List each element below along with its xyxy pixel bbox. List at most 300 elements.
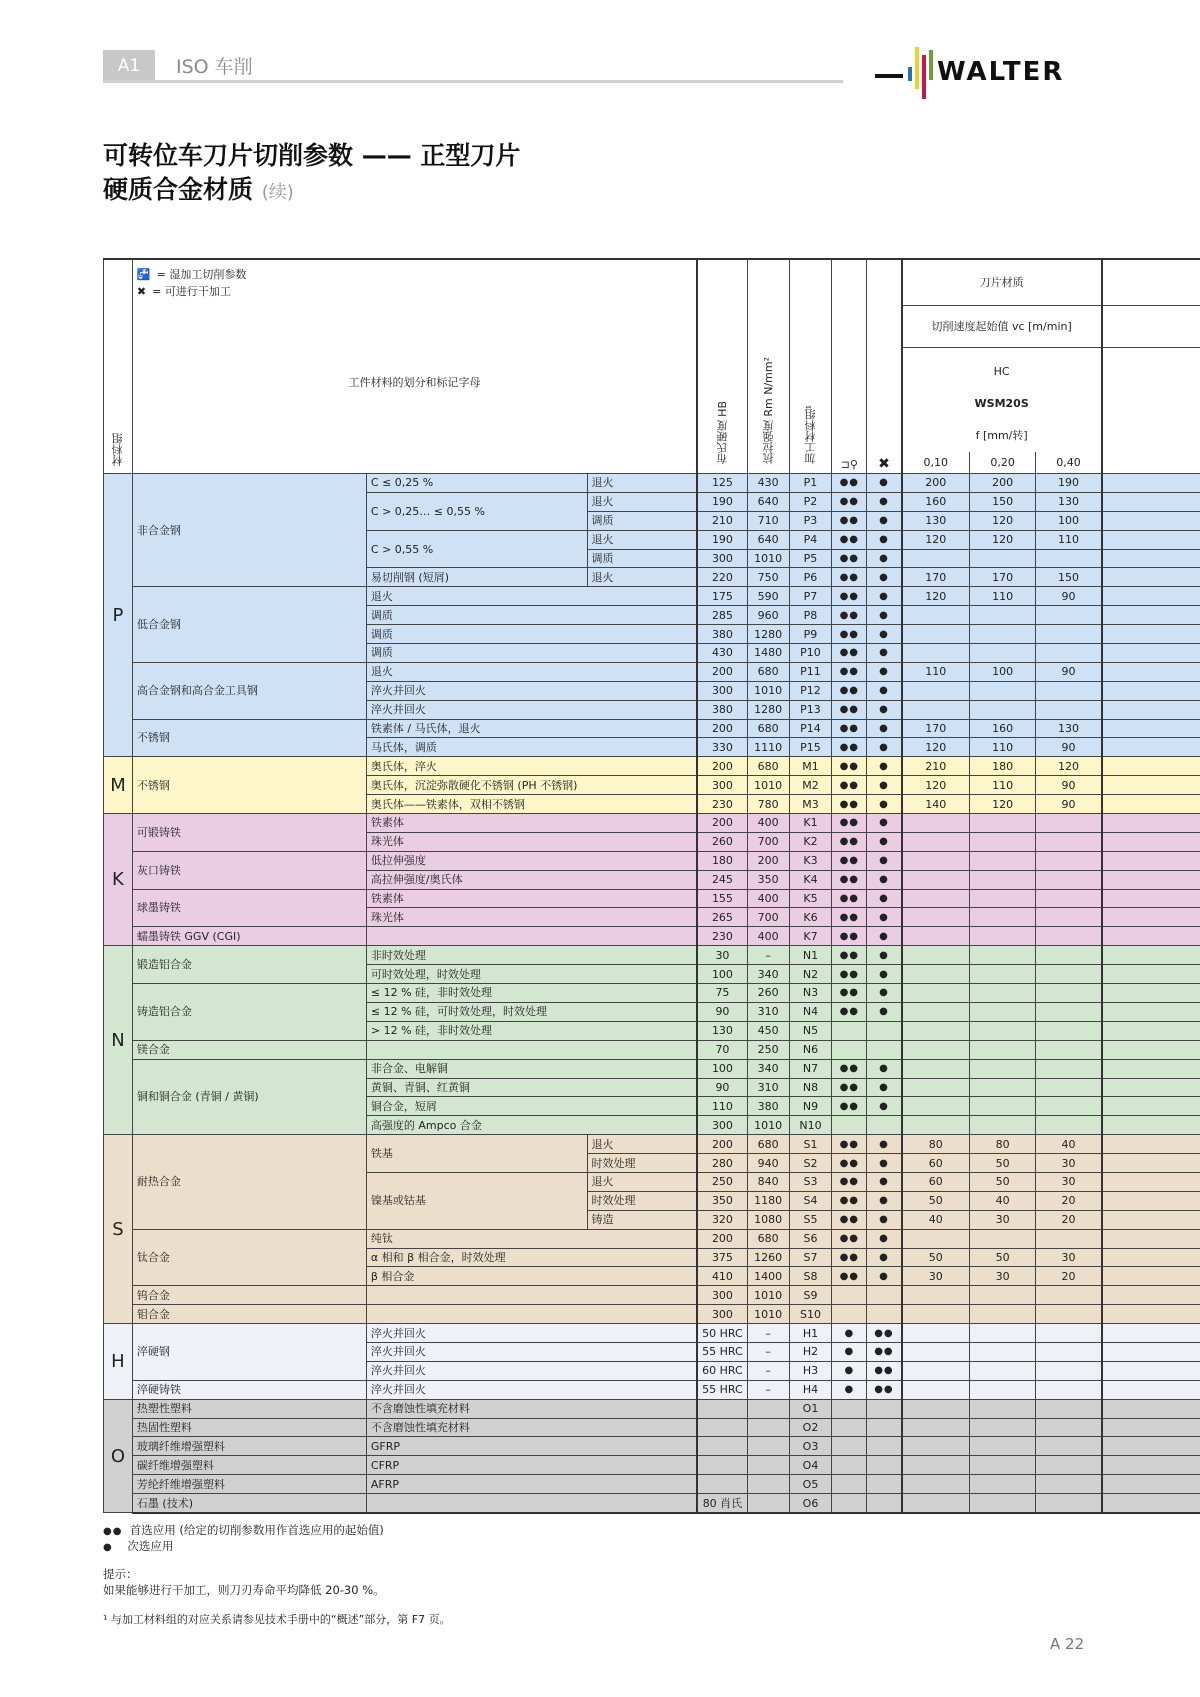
machining-group: N4 xyxy=(789,1002,832,1021)
empty-cell xyxy=(1102,1437,1200,1456)
empty-cell xyxy=(1102,511,1200,530)
vc-f040: 120 xyxy=(1036,757,1102,776)
vc-f020: 120 xyxy=(969,530,1036,549)
tensile-strength: 340 xyxy=(747,1059,789,1078)
empty-cell xyxy=(1102,1305,1200,1324)
brinell-header: 布氏硬度 HB xyxy=(697,259,747,474)
brinell-hardness: 430 xyxy=(697,644,747,663)
vc-f040 xyxy=(1036,1380,1102,1399)
vc-f010: 140 xyxy=(902,795,970,814)
tensile-strength: 640 xyxy=(747,530,789,549)
dry-rating xyxy=(867,1305,902,1324)
dry-rating: ● xyxy=(867,814,902,833)
machining-group: N1 xyxy=(789,946,832,965)
vc-f010 xyxy=(902,644,970,663)
material-description: ≤ 12 % 硅，非时效处理 xyxy=(366,984,697,1003)
dry-rating xyxy=(867,1399,902,1418)
material-condition: 时效处理 xyxy=(587,1191,697,1210)
dry-rating: ● xyxy=(867,1059,902,1078)
tensile-strength: 1480 xyxy=(747,644,789,663)
vc-f020 xyxy=(969,1116,1036,1135)
vc-f040: 100 xyxy=(1036,511,1102,530)
wet-rating: ●● xyxy=(832,965,867,984)
vc-f040 xyxy=(1036,1305,1102,1324)
vc-f020: 50 xyxy=(969,1172,1036,1191)
brinell-hardness: 245 xyxy=(697,870,747,889)
vc-f010 xyxy=(902,1059,970,1078)
brinell-hardness: 200 xyxy=(697,1135,747,1154)
table-row xyxy=(104,1418,1200,1437)
vc-f040 xyxy=(1036,1286,1102,1305)
machining-group: M1 xyxy=(789,757,832,776)
machining-group: M2 xyxy=(789,776,832,795)
empty-cell xyxy=(1102,776,1200,795)
empty-cell xyxy=(1102,625,1200,644)
vc-f020 xyxy=(969,606,1036,625)
dry-header xyxy=(867,259,902,474)
continued-label: (续) xyxy=(261,182,294,203)
wet-rating: ●● xyxy=(832,1248,867,1267)
machining-group: P15 xyxy=(789,738,832,757)
vc-f040: 30 xyxy=(1036,1154,1102,1173)
vc-f010 xyxy=(902,549,970,568)
vc-f020 xyxy=(969,1059,1036,1078)
vc-f020: 120 xyxy=(969,795,1036,814)
wet-rating: ●● xyxy=(832,625,867,644)
tensile-strength: 940 xyxy=(747,1154,789,1173)
brinell-hardness: 330 xyxy=(697,738,747,757)
brinell-hardness: 300 xyxy=(697,681,747,700)
empty-cell xyxy=(1102,492,1200,511)
vc-f020 xyxy=(969,984,1036,1003)
brinell-hardness: 380 xyxy=(697,625,747,644)
wet-rating: ●● xyxy=(832,1229,867,1248)
empty-cell xyxy=(1102,757,1200,776)
machining-group: P14 xyxy=(789,719,832,738)
material-description: 淬火并回火 xyxy=(366,1380,697,1399)
empty-cell xyxy=(1102,1097,1200,1116)
vc-f010 xyxy=(902,1002,970,1021)
brinell-hardness: 190 xyxy=(697,492,747,511)
vc-f020 xyxy=(969,1002,1036,1021)
empty-cell xyxy=(1102,662,1200,681)
brinell-hardness: 55 HRC xyxy=(697,1380,747,1399)
wet-rating: ●● xyxy=(832,1191,867,1210)
vc-f020 xyxy=(969,927,1036,946)
subgroup-name: 镁合金 xyxy=(132,1040,366,1059)
workpiece-label: 工件材料的划分和标记字母 xyxy=(348,376,481,389)
feed-020: 0,20 xyxy=(969,452,1036,474)
tensile-header: 抗拉强度 Rm N/mm² xyxy=(747,259,789,474)
machining-group: N8 xyxy=(789,1078,832,1097)
table-row xyxy=(104,1475,1200,1494)
wet-rating: ●● xyxy=(832,984,867,1003)
table-row xyxy=(104,851,1200,870)
dry-rating: ●● xyxy=(867,1380,902,1399)
dry-rating xyxy=(867,1437,902,1456)
brinell-hardness: 55 HRC xyxy=(697,1342,747,1361)
wet-rating xyxy=(832,1418,867,1437)
wet-rating: ●● xyxy=(832,1135,867,1154)
dry-rating: ● xyxy=(867,492,902,511)
wet-rating: ●● xyxy=(832,492,867,511)
vc-f040 xyxy=(1036,1097,1102,1116)
subgroup-name: 耐热合金 xyxy=(132,1135,366,1229)
legend-secondary: ● 次选应用 xyxy=(103,1539,174,1553)
vc-f040 xyxy=(1036,1059,1102,1078)
dry-rating: ● xyxy=(867,795,902,814)
vc-f040: 30 xyxy=(1036,1172,1102,1191)
vc-f010 xyxy=(902,1437,970,1456)
dry-rating: ● xyxy=(867,587,902,606)
vc-f020: 170 xyxy=(969,568,1036,587)
material-description: 淬火并回火 xyxy=(366,1342,697,1361)
material-description: ≤ 12 % 硅，可时效处理，时效处理 xyxy=(366,1002,697,1021)
material-description xyxy=(366,1305,697,1324)
machining-group: K7 xyxy=(789,927,832,946)
table-row xyxy=(104,1494,1200,1513)
vc-f020: 110 xyxy=(969,738,1036,757)
empty-cell xyxy=(1102,549,1200,568)
tensile-strength: – xyxy=(747,1380,789,1399)
dry-rating: ● xyxy=(867,851,902,870)
vc-f020 xyxy=(969,1286,1036,1305)
vc-f020: 200 xyxy=(969,474,1036,493)
brinell-hardness: 200 xyxy=(697,662,747,681)
tensile-strength: 1080 xyxy=(747,1210,789,1229)
section-title: ISO 车削 xyxy=(176,56,253,78)
feed-010: 0,10 xyxy=(902,452,970,474)
material-group-letter: K xyxy=(104,814,133,946)
material-description: 黄铜、青铜、红黄铜 xyxy=(366,1078,697,1097)
vc-f010 xyxy=(902,965,970,984)
wet-rating xyxy=(832,1437,867,1456)
brinell-hardness: 70 xyxy=(697,1040,747,1059)
brinell-hardness: 350 xyxy=(697,1191,747,1210)
empty-cell xyxy=(1102,587,1200,606)
subgroup-name: 碳纤维增强塑料 xyxy=(132,1456,366,1475)
vc-f040 xyxy=(1036,870,1102,889)
material-description: 铁素体 xyxy=(366,889,697,908)
empty-cell xyxy=(1102,795,1200,814)
vc-f020 xyxy=(969,1324,1036,1343)
empty-cell xyxy=(1102,681,1200,700)
wet-rating: ●● xyxy=(832,587,867,606)
material-description: 高强度的 Ampco 合金 xyxy=(366,1116,697,1135)
vc-f010: 50 xyxy=(902,1191,970,1210)
vc-f010: 170 xyxy=(902,568,970,587)
brinell-hardness xyxy=(697,1399,747,1418)
tensile-strength: 350 xyxy=(747,870,789,889)
subgroup-name: 淬硬铸铁 xyxy=(132,1380,366,1399)
wet-rating: ●● xyxy=(832,644,867,663)
brand-text: WALTER xyxy=(937,57,1065,87)
vc-f010 xyxy=(902,1229,970,1248)
empty-cell xyxy=(1102,738,1200,757)
dry-rating: ●● xyxy=(867,1342,902,1361)
vc-f010 xyxy=(902,946,970,965)
vc-f010 xyxy=(902,908,970,927)
machining-group: N5 xyxy=(789,1021,832,1040)
wet-rating: ●● xyxy=(832,814,867,833)
machining-group-header: 加工材料组¹ xyxy=(789,259,832,474)
wet-rating xyxy=(832,1399,867,1418)
machining-group: O6 xyxy=(789,1494,832,1513)
vc-f010 xyxy=(902,1380,970,1399)
vc-f010 xyxy=(902,1078,970,1097)
vc-f040 xyxy=(1036,851,1102,870)
dry-rating: ● xyxy=(867,908,902,927)
workpiece-header xyxy=(132,259,697,474)
material-description: AFRP xyxy=(366,1475,697,1494)
vc-f020: 160 xyxy=(969,719,1036,738)
vc-f010 xyxy=(902,1116,970,1135)
vc-f040 xyxy=(1036,1078,1102,1097)
vc-f020 xyxy=(969,814,1036,833)
dry-rating: ● xyxy=(867,776,902,795)
tensile-strength: 1010 xyxy=(747,681,789,700)
tensile-strength: 450 xyxy=(747,1021,789,1040)
material-description: C > 0,55 % xyxy=(366,530,587,568)
brinell-hardness: 380 xyxy=(697,700,747,719)
dry-rating: ● xyxy=(867,1097,902,1116)
vc-f020 xyxy=(969,681,1036,700)
brinell-hardness: 100 xyxy=(697,965,747,984)
vc-f040: 130 xyxy=(1036,719,1102,738)
empty-cell xyxy=(1102,1135,1200,1154)
brinell-hardness: 190 xyxy=(697,530,747,549)
empty-cell xyxy=(1102,1399,1200,1418)
subgroup-name: 热固性塑料 xyxy=(132,1418,366,1437)
vc-f040 xyxy=(1036,549,1102,568)
vc-f010 xyxy=(902,1475,970,1494)
wet-rating: ●● xyxy=(832,1059,867,1078)
tensile-strength: 400 xyxy=(747,927,789,946)
machining-group: S5 xyxy=(789,1210,832,1229)
subgroup-name: 石墨 (技术) xyxy=(132,1494,366,1513)
wet-rating: ●● xyxy=(832,549,867,568)
table-row xyxy=(104,1286,1200,1305)
walter-logo-icon xyxy=(875,45,1105,105)
material-group-letter: O xyxy=(104,1399,133,1513)
material-group-letter: H xyxy=(104,1324,133,1400)
material-description: 调质 xyxy=(366,606,697,625)
material-description: 镍基或钴基 xyxy=(366,1172,587,1229)
brinell-hardness: 155 xyxy=(697,889,747,908)
vc-f010: 170 xyxy=(902,719,970,738)
subgroup-name: 高合金钢和高合金工具钢 xyxy=(132,662,366,719)
insert-grade-header: 刀片材质 xyxy=(902,259,1102,305)
tensile-strength: 1400 xyxy=(747,1267,789,1286)
subgroup-name: 低合金钢 xyxy=(132,587,366,663)
material-condition: 铸造 xyxy=(587,1210,697,1229)
wet-rating: ●● xyxy=(832,681,867,700)
empty-cell xyxy=(1102,1229,1200,1248)
machining-group: H4 xyxy=(789,1380,832,1399)
empty-header-cell xyxy=(1102,347,1200,474)
vc-f020 xyxy=(969,1380,1036,1399)
subgroup-name: 不锈钢 xyxy=(132,719,366,757)
brinell-hardness: 100 xyxy=(697,1059,747,1078)
dry-rating: ● xyxy=(867,927,902,946)
wet-rating: ●● xyxy=(832,474,867,493)
empty-cell xyxy=(1102,946,1200,965)
vc-f020: 110 xyxy=(969,587,1036,606)
machining-group: H1 xyxy=(789,1324,832,1343)
subgroup-name: 锻造铝合金 xyxy=(132,946,366,984)
table-row xyxy=(104,757,1200,776)
vc-f040: 90 xyxy=(1036,587,1102,606)
empty-cell xyxy=(1102,889,1200,908)
machining-group: O4 xyxy=(789,1456,832,1475)
material-condition: 时效处理 xyxy=(587,1154,697,1173)
wet-rating: ●● xyxy=(832,1078,867,1097)
tensile-strength xyxy=(747,1399,789,1418)
vc-f010 xyxy=(902,1361,970,1380)
material-condition: 退火 xyxy=(587,492,697,511)
vc-f020: 50 xyxy=(969,1154,1036,1173)
vc-f010: 130 xyxy=(902,511,970,530)
vc-f020 xyxy=(969,1305,1036,1324)
vc-f040 xyxy=(1036,889,1102,908)
empty-cell xyxy=(1102,1248,1200,1267)
material-description: 非合金、电解铜 xyxy=(366,1059,697,1078)
tensile-strength: 680 xyxy=(747,662,789,681)
vc-f010: 210 xyxy=(902,757,970,776)
empty-cell xyxy=(1102,1021,1200,1040)
empty-cell xyxy=(1102,568,1200,587)
vc-f020 xyxy=(969,700,1036,719)
wet-rating: ●● xyxy=(832,700,867,719)
brinell-hardness: 230 xyxy=(697,795,747,814)
vc-f020 xyxy=(969,1021,1036,1040)
brinell-hardness xyxy=(697,1475,747,1494)
empty-cell xyxy=(1102,1210,1200,1229)
brinell-hardness: 260 xyxy=(697,832,747,851)
material-description: 铁素体 xyxy=(366,814,697,833)
tensile-strength: 700 xyxy=(747,908,789,927)
vc-f040: 90 xyxy=(1036,795,1102,814)
material-description: > 12 % 硅，非时效处理 xyxy=(366,1021,697,1040)
tensile-strength: 1280 xyxy=(747,625,789,644)
dry-rating: ● xyxy=(867,1154,902,1173)
empty-cell xyxy=(1102,1418,1200,1437)
brinell-hardness: 300 xyxy=(697,1116,747,1135)
empty-cell xyxy=(1102,1002,1200,1021)
tensile-strength xyxy=(747,1437,789,1456)
tensile-strength: 380 xyxy=(747,1097,789,1116)
vc-f010: 120 xyxy=(902,530,970,549)
table-row xyxy=(104,984,1200,1003)
tensile-strength: 1010 xyxy=(747,1116,789,1135)
subgroup-name: 非合金钢 xyxy=(132,474,366,587)
machining-group: N7 xyxy=(789,1059,832,1078)
machining-group: P7 xyxy=(789,587,832,606)
wet-rating: ●● xyxy=(832,1097,867,1116)
wet-rating: ●● xyxy=(832,738,867,757)
material-description: 低拉伸强度 xyxy=(366,851,697,870)
material-group-letter: N xyxy=(104,946,133,1135)
brinell-hardness: 200 xyxy=(697,719,747,738)
vc-f020: 100 xyxy=(969,662,1036,681)
material-group-header: 材料组 xyxy=(104,259,133,474)
wet-rating: ●● xyxy=(832,946,867,965)
empty-cell xyxy=(1102,1494,1200,1513)
vc-f010 xyxy=(902,1097,970,1116)
material-description: 奥氏体，沉淀弥散硬化不锈钢 (PH 不锈钢) xyxy=(366,776,697,795)
empty-cell xyxy=(1102,1116,1200,1135)
subgroup-name: 淬硬钢 xyxy=(132,1324,366,1381)
material-description: 退火 xyxy=(366,587,697,606)
subgroup-name: 灰口铸铁 xyxy=(132,851,366,889)
machining-group: P4 xyxy=(789,530,832,549)
material-description: 淬火并回火 xyxy=(366,1361,697,1380)
footnote: ¹ 与加工材料组的对应关系请参见技术手册中的“概述”部分，第 F7 页。 xyxy=(103,1613,451,1626)
vc-f040 xyxy=(1036,927,1102,946)
tensile-strength: 250 xyxy=(747,1040,789,1059)
vc-f040 xyxy=(1036,984,1102,1003)
machining-group: P6 xyxy=(789,568,832,587)
wet-rating xyxy=(832,1494,867,1513)
vc-f040 xyxy=(1036,1342,1102,1361)
vc-f010: 110 xyxy=(902,662,970,681)
vc-f040 xyxy=(1036,1229,1102,1248)
dry-rating: ● xyxy=(867,625,902,644)
table-row xyxy=(104,814,1200,833)
dry-rating: ● xyxy=(867,606,902,625)
brinell-hardness xyxy=(697,1418,747,1437)
dry-rating: ● xyxy=(867,1172,902,1191)
dry-rating: ● xyxy=(867,568,902,587)
wet-rating xyxy=(832,1475,867,1494)
vc-f010 xyxy=(902,984,970,1003)
empty-cell xyxy=(1102,1342,1200,1361)
empty-cell xyxy=(1102,1191,1200,1210)
wet-rating xyxy=(832,1305,867,1324)
dry-rating: ● xyxy=(867,644,902,663)
table-row xyxy=(104,1324,1200,1343)
tensile-strength: 960 xyxy=(747,606,789,625)
material-description: β 相合金 xyxy=(366,1267,697,1286)
material-description: 调质 xyxy=(366,625,697,644)
tensile-strength: 1010 xyxy=(747,1286,789,1305)
vc-f020 xyxy=(969,1475,1036,1494)
material-condition: 退火 xyxy=(587,530,697,549)
tensile-strength xyxy=(747,1418,789,1437)
vc-f020 xyxy=(969,965,1036,984)
vc-f010 xyxy=(902,1040,970,1059)
machining-group: O3 xyxy=(789,1437,832,1456)
material-description: α 相和 β 相合金，时效处理 xyxy=(366,1248,697,1267)
table-row xyxy=(104,1456,1200,1475)
machining-group: S4 xyxy=(789,1191,832,1210)
grade-type: HC xyxy=(993,364,1010,378)
brinell-hardness xyxy=(697,1456,747,1475)
machining-group: P1 xyxy=(789,474,832,493)
material-description: GFRP xyxy=(366,1437,697,1456)
tensile-strength: 1110 xyxy=(747,738,789,757)
machining-group: K2 xyxy=(789,832,832,851)
vc-f040 xyxy=(1036,1002,1102,1021)
table-row xyxy=(104,662,1200,681)
vc-f010: 120 xyxy=(902,587,970,606)
vc-f040 xyxy=(1036,1021,1102,1040)
wet-rating: ●● xyxy=(832,757,867,776)
wet-rating: ●● xyxy=(832,719,867,738)
wet-rating xyxy=(832,1040,867,1059)
vc-f020: 150 xyxy=(969,492,1036,511)
wet-rating: ●● xyxy=(832,795,867,814)
